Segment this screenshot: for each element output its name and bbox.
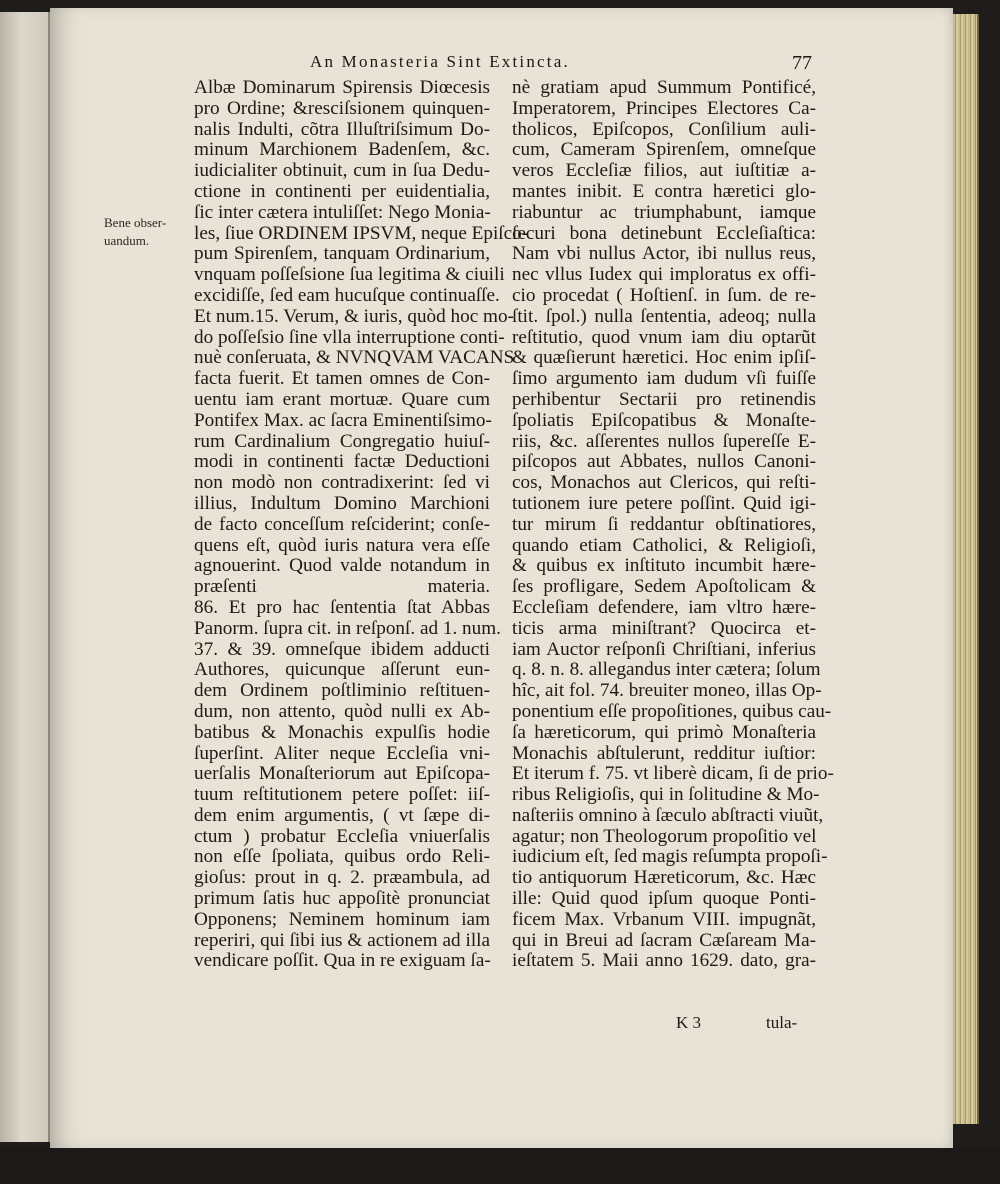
- text-line: batibus & Monachis expulſis hodie: [194, 721, 490, 743]
- text-line: ribus Religioſis, qui in ſolitudine & Mo-: [512, 784, 820, 806]
- text-line: naſteriis omnino à ſæculo abſtracti viuũt,: [512, 804, 824, 826]
- text-line: ſa hæreticorum, qui primò Monaſteria: [512, 721, 816, 743]
- text-line: uerſalis Monaſteriorum aut Epiſcopa-: [194, 763, 490, 785]
- page-number: 77: [792, 52, 812, 74]
- text-line: primum ſatis huc appoſitè pronunciat: [194, 888, 490, 910]
- text-line: ſuperſint. Aliter neque Eccleſia vni-: [194, 742, 490, 764]
- text-line: ſes profligare, Sedem Apoſtolicam &: [512, 576, 816, 598]
- text-line: & quæſierunt hæretici. Hoc enim ipſiſ-: [512, 347, 816, 369]
- text-line: ticis arma miniſtrant? Quocirca et-: [512, 617, 816, 639]
- text-line: dem Ordinem poſtliminio reſtituen-: [194, 680, 490, 702]
- text-line: ſic inter cætera intuliſſet: Nego Monia-: [194, 201, 491, 223]
- left-text-column: [194, 77, 529, 972]
- text-line: Panorm. ſupra cit. in reſponſ. ad 1. num.: [194, 617, 501, 639]
- text-line: riabuntur ac triumphabunt, iamque: [512, 201, 816, 223]
- text-line: vnquam poſſeſsione ſua legitima & ciuili: [194, 264, 505, 286]
- text-line: quens eſt, quòd iuris natura vera eſſe: [194, 534, 490, 556]
- text-line: quando etiam Catholici, & Religioſi,: [512, 534, 816, 556]
- text-line: piſcopos aut Abbates, nullos Canoni-: [512, 451, 816, 473]
- text-line: mantes inibit. E contra hæretici glo-: [512, 180, 816, 202]
- text-line: Opponens; Neminem hominum iam: [194, 908, 490, 930]
- text-line: q. 8. n. 8. allegandus inter cætera; ſolum: [512, 659, 821, 681]
- text-line: Eccleſiam defendere, iam vltro hære-: [512, 596, 816, 618]
- text-line: non modò non contradixerint: ſed vi: [194, 472, 490, 494]
- text-line: les, ſiue ORDINEM IPSVM, neque Epiſco-: [194, 222, 529, 244]
- text-line: riis, &c. aſſerentes nullos ſupereſſe E-: [512, 430, 816, 452]
- previous-page-edge: [0, 12, 50, 1142]
- text-line: Albæ Dominarum Spirensis Diœcesis: [194, 77, 490, 98]
- text-line: Et num.15. Verum, & iuris, quòd hoc mo-: [194, 305, 514, 327]
- text-line: ctum ) probatur Eccleſia vniuerſalis: [194, 825, 490, 847]
- text-line: ille: Quid quod ipſum quoque Ponti-: [512, 888, 816, 910]
- text-line: tholicos, Epiſcopos, Conſilium auli-: [512, 118, 816, 140]
- text-line: vendicare poſſit. Qua in re exiguam ſa-: [194, 950, 491, 972]
- text-line: ſtit. ſpol.) nulla ſententia, adeoq; nulla: [512, 305, 816, 327]
- text-line: uentu iam erant mortuæ. Quare cum: [194, 388, 490, 410]
- text-line: hîc, ait fol. 74. breuiter moneo, illas Op-: [512, 680, 822, 702]
- text-line: iudicium eſt, ſed magis reſumpta propoſi-: [512, 846, 828, 868]
- text-line: do poſſeſsio ſine vlla interruptione conti-: [194, 326, 505, 348]
- text-line: facta fuerit. Et tamen omnes de Con-: [194, 368, 490, 390]
- text-line: modi in continenti factæ Deductioni: [194, 451, 490, 473]
- text-line: nec vllus Iudex qui imploratus ex offi-: [512, 264, 816, 286]
- text-line: de facto conceſſum reſciderint; conſe-: [194, 513, 490, 535]
- text-line: Authores, quicunque aſſerunt eun-: [194, 659, 490, 681]
- text-line: Pontifex Max. ac ſacra Eminentiſsimo-: [194, 409, 492, 431]
- background-shadow: [0, 1148, 1000, 1184]
- text-line: rum Cardinalium Congregatio huiuſ-: [194, 430, 490, 452]
- text-line: dum, non attento, quòd nulli ex Ab-: [194, 700, 490, 722]
- text-line: iudicialiter obtinuit, cum in ſua Dedu-: [194, 160, 490, 182]
- text-line: iam Auctor reſponſi Chriſtiani, inferius: [512, 638, 816, 660]
- text-line: excidiſſe, ſed eam hucuſque continuaſſe.: [194, 284, 500, 306]
- text-line: agnouerint. Quod valde notandum in: [194, 555, 490, 577]
- text-line: nuè conſeruata, & NVNQVAM VACANS: [194, 347, 515, 369]
- text-line: veros Eccleſiæ filios, aut iuſtitiæ a-: [512, 160, 816, 182]
- text-line: nè gratiam apud Summum Pontificé,: [512, 77, 816, 98]
- book-page: [50, 8, 953, 1148]
- signature-mark: K 3: [676, 1013, 702, 1032]
- text-line: Monachis abſtulerunt, redditur iuſtior:: [512, 742, 816, 764]
- text-line: perhibentur Sectarii pro retinendis: [512, 388, 816, 410]
- right-text-column: [512, 77, 834, 972]
- catchword: tula-: [766, 1013, 798, 1032]
- text-line: ctione in continenti per euidentialia,: [194, 180, 490, 202]
- text-line: Imperatorem, Principes Electores Ca-: [512, 97, 816, 119]
- text-line: tuum reſtitutionem petere poſſet: iiſ-: [194, 784, 490, 806]
- margin-note: Bene obser- uandum.: [104, 215, 167, 248]
- text-line: gioſus: prout in q. 2. præambula, ad: [194, 867, 490, 889]
- text-line: nalis Indulti, cõtra Illuſtriſsimum Do-: [194, 118, 490, 140]
- text-line: Nam vbi nullus Actor, ibi nullus reus,: [512, 243, 816, 265]
- text-line: dem enim argumentis, ( vt ſæpe di-: [194, 804, 490, 826]
- text-line: ponentium eſſe propoſitiones, quibus cau-: [512, 700, 832, 722]
- text-line: tur mirum ſi reddantur obſtinatiores,: [512, 513, 816, 535]
- text-line: ficem Max. Vrbanum VIII. impugnãt,: [512, 908, 816, 930]
- text-line: non eſſe ſpoliata, quibus ordo Reli-: [194, 846, 490, 868]
- text-line: reperiri, qui ſibi ius & actionem ad illa: [194, 929, 490, 951]
- text-line: Et iterum f. 75. vt liberè dicam, ſi de prio-: [512, 763, 834, 785]
- text-line: ieſtatem 5. Maii anno 1629. dato, gra-: [512, 950, 816, 972]
- text-line: 37. & 39. omneſque ibidem adducti: [194, 638, 490, 660]
- text-line: tio antiquorum Hæreticorum, &c. Hæc: [512, 867, 816, 889]
- text-line: illius, Indultum Domino Marchioni: [194, 492, 490, 514]
- text-line: ſpoliatis Epiſcopatibus & Monaſte-: [512, 409, 816, 431]
- text-line: pum Spirenſem, tanquam Ordinarium,: [194, 243, 490, 265]
- text-line: 86. Et pro hac ſententia ſtat Abbas: [194, 596, 490, 618]
- text-line: præſenti materia.: [194, 576, 490, 598]
- text-line: ſecuri bona detinebunt Eccleſiaſtica:: [512, 222, 816, 244]
- text-line: & quibus ex inſtituto incumbit hære-: [512, 555, 816, 577]
- text-line: pro Ordine; &resciſsionem quinquen-: [194, 97, 490, 119]
- text-line: tutionem iure petere poſſint. Quid igi-: [512, 492, 816, 514]
- text-line: cio procedat ( Hoſtienſ. in ſum. de re-: [512, 284, 816, 306]
- book-page-stack-edge: [953, 14, 979, 1124]
- text-line: ſimo argumento iam dudum vſi fuiſſe: [512, 368, 816, 390]
- text-line: reſtitutio, quod vnum iam diu optarũt: [512, 326, 816, 348]
- text-line: cum, Cameram Spirenſem, omneſque: [512, 139, 816, 161]
- text-line: minum Marchionem Badenſem, &c.: [194, 139, 490, 161]
- text-line: agatur; non Theologorum propoſitio vel: [512, 825, 817, 847]
- text-line: qui in Breui ad ſacram Cæſaream Ma-: [512, 929, 816, 951]
- running-title: An Monasteria Sint Extincta.: [310, 52, 570, 71]
- text-line: cos, Monachos aut Clericos, qui reſti-: [512, 472, 816, 494]
